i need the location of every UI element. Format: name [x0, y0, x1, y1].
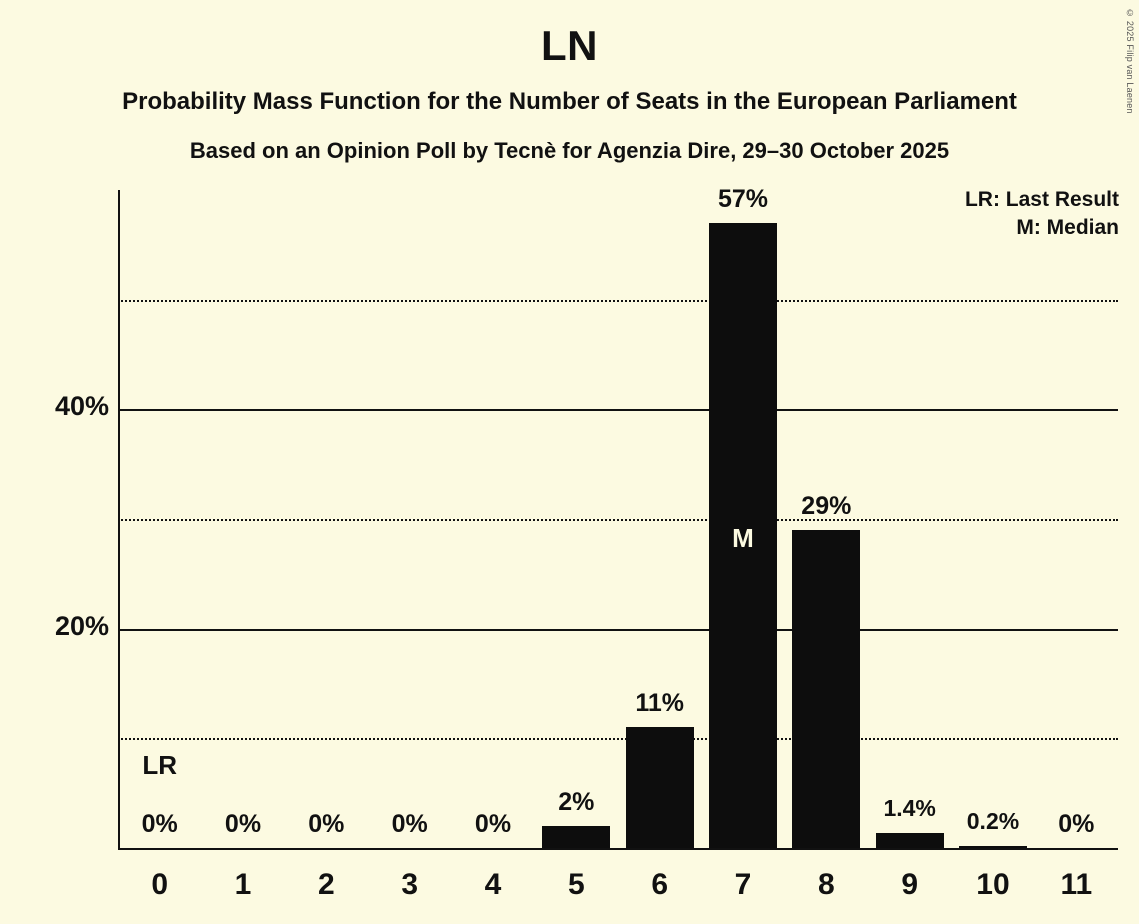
- x-axis-tick-label: 2: [317, 868, 335, 901]
- bar[interactable]: [626, 727, 694, 848]
- chart-source-note: Based on an Opinion Poll by Tecnè for Agenzia Dire, 29–30 October 2025: [189, 138, 950, 163]
- bar-value-label: 1.4%: [883, 794, 936, 821]
- legend-entry-last-result: LR: Last Result: [964, 188, 1119, 211]
- bar-value-label: 0%: [141, 810, 178, 838]
- gridline-solid: [118, 409, 1118, 411]
- chart-title: LN: [541, 22, 598, 69]
- x-axis-tick-label: 6: [651, 868, 668, 901]
- bar-value-label: 0%: [1058, 810, 1095, 838]
- bar-value-label: 0%: [308, 810, 345, 838]
- bar[interactable]: [792, 530, 860, 848]
- x-axis-tick-label: 11: [1060, 868, 1093, 901]
- x-axis: [118, 848, 1118, 850]
- bar[interactable]: [542, 826, 610, 848]
- bar-value-label: 57%: [717, 184, 769, 213]
- bar-value-label: 0%: [391, 810, 428, 838]
- x-axis-tick-label: 3: [401, 868, 418, 901]
- plot-area: [118, 190, 1118, 848]
- bar-value-label: 0.2%: [966, 807, 1020, 834]
- legend-entry-median: M: Median: [1016, 216, 1119, 240]
- median-marker: M: [732, 523, 754, 553]
- gridline-solid: [118, 629, 1118, 631]
- gridline-dotted: [118, 519, 1118, 521]
- x-axis-tick-label: 1: [234, 868, 252, 901]
- x-axis-tick-label: 9: [901, 868, 918, 901]
- y-axis-tick-label: 40%: [54, 391, 109, 422]
- x-axis-tick-label: 10: [976, 868, 1010, 901]
- gridline-dotted: [118, 300, 1118, 302]
- gridline-dotted: [118, 738, 1118, 740]
- x-axis-tick-label: 7: [734, 868, 752, 901]
- last-result-marker: LR: [142, 750, 177, 781]
- bar-value-label: 2%: [558, 788, 595, 817]
- bar-value-label: 0%: [224, 810, 262, 838]
- bar-value-label: 11%: [635, 689, 684, 718]
- copyright-notice: © 2025 Filip van Laenen: [1125, 8, 1135, 114]
- x-axis-tick-label: 8: [817, 868, 835, 901]
- bar-value-label: 29%: [801, 491, 852, 520]
- bar-value-label: 0%: [474, 810, 512, 838]
- x-axis-tick-label: 0: [151, 868, 168, 901]
- chart-subtitle: Probability Mass Function for the Number of Seats in the European Parliament: [122, 88, 1017, 115]
- y-axis-tick-label: 20%: [54, 610, 109, 641]
- bar[interactable]: [876, 833, 944, 848]
- bar[interactable]: [959, 846, 1027, 848]
- x-axis-tick-label: 5: [567, 868, 585, 901]
- x-axis-tick-label: 4: [484, 868, 502, 901]
